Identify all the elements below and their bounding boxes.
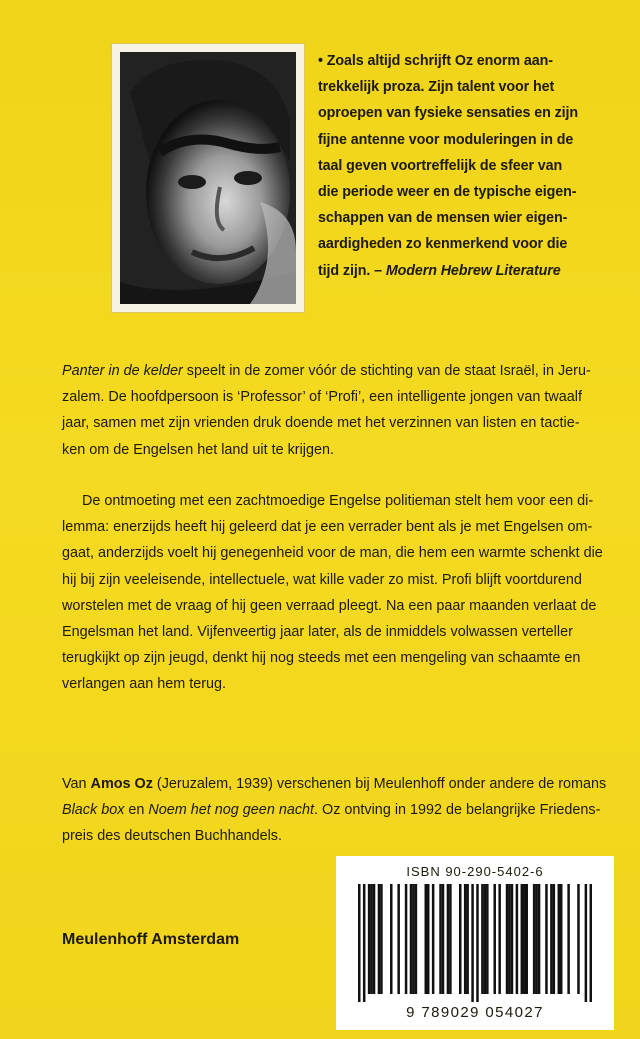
barcode-bar [508, 884, 511, 994]
barcode-bar [486, 884, 489, 994]
ean-number: 9 789029 054027 [406, 1004, 544, 1021]
barcode-bar [397, 884, 400, 994]
barcode-bar [498, 884, 501, 994]
quote-line: taal geven voortreffelijk de sfeer van [318, 157, 563, 174]
barcode-bar [577, 884, 580, 994]
barcode-bar [427, 884, 430, 994]
quote-line: fijne antenne voor moduleringen in de [318, 131, 574, 148]
paragraph-text: speelt in de zomer vóór de stichting van de staat Israël, in Jeru- [182, 363, 591, 379]
author-photo-frame [112, 44, 304, 312]
book-title: Black box [62, 802, 125, 819]
paragraph-text: . Oz ontving in 1992 de belangrijke Friedens- [314, 802, 601, 819]
barcode-bar [447, 884, 450, 994]
barcode-bar [459, 884, 462, 994]
paragraph-text: en [124, 802, 149, 819]
barcode-bar [476, 884, 479, 1002]
quote-line: trekkelijk proza. Zijn talent voor het [318, 79, 555, 96]
barcode-bar [378, 884, 381, 994]
paragraph-line [62, 358, 602, 384]
barcode-bar [464, 884, 467, 994]
barcode-bar [373, 884, 376, 994]
barcode-label [336, 856, 614, 1030]
barcode-bar [533, 884, 536, 994]
paragraph-text: (Jeruzalem, 1939) verschenen bij Meulenhoff onder andere de romans [152, 776, 607, 792]
barcode-bar [484, 884, 487, 994]
paragraph-line: ken om de Engelsen het land uit te krijgen. [62, 441, 334, 458]
barcode-bar [390, 884, 393, 994]
paragraph-line: terugkijkt op zijn jeugd, denkt hij nog steeds met een mengeling van schaamte en [62, 650, 581, 667]
barcode-bar [550, 884, 553, 994]
barcode-bar [405, 884, 408, 994]
barcode-bar [415, 884, 418, 994]
synopsis-paragraph-2 [62, 488, 602, 698]
quote-source: Modern Hebrew Literature [385, 262, 561, 279]
barcode-bar [410, 884, 413, 994]
barcode-bar [553, 884, 556, 994]
publisher-name: Meulenhoff Amsterdam [62, 931, 240, 948]
barcode-bar [538, 884, 541, 994]
barcode-bar [481, 884, 484, 994]
barcode-bar [590, 884, 592, 1002]
book-title: Panter in de kelder [62, 363, 183, 379]
quote-last-line [318, 258, 618, 284]
quote-line: oproepen van fysieke sensaties en zijn [318, 105, 579, 122]
quote-line: die periode weer en de typische eigen- [318, 184, 577, 201]
barcode-bar [380, 884, 383, 994]
paragraph-line: worstelen met de vraag of hij geen verraad pleegt. Na een paar maanden verlaat de [62, 597, 597, 614]
author-photo [120, 52, 296, 304]
barcode-bar [506, 884, 509, 994]
barcode-bar [516, 884, 519, 994]
barcode-bar [412, 884, 415, 994]
barcode-bar [521, 884, 524, 994]
book-title: Noem het nog geen nacht [148, 802, 315, 819]
barcode-bar [466, 884, 469, 994]
barcode-bar [567, 884, 570, 994]
barcode-bar [523, 884, 526, 994]
barcode-bar [368, 884, 371, 994]
author-paragraph [62, 771, 606, 850]
paragraph-line: jaar, samen met zijn vrienden druk doende met het verzinnen van listen en tactie- [62, 415, 580, 432]
paragraph-line: verlangen aan hem terug. [62, 676, 227, 693]
paragraph-line: zalem. De hoofdpersoon is ‘Professor’ of ‘Profi’, een intelligente jongen van twaalf [62, 389, 582, 406]
paragraph-line: hij bij zijn veeleisende, intellectuele, wat kille vader zo mist. Profi blijft voortdurend [62, 571, 582, 588]
barcode-bar [471, 884, 474, 1002]
synopsis-paragraph-1 [62, 358, 602, 463]
paragraph-line: gaat, anderzijds voelt hij genegenheid voor de man, die hem een warmte schenkt die [62, 545, 603, 562]
isbn-number: ISBN 90-290-5402-6 [406, 864, 544, 879]
barcode-bar [545, 884, 548, 994]
barcode-bar [358, 884, 361, 1002]
paragraph-line: preis des deutschen Buchhandels. [62, 828, 283, 845]
quote-line: schappen van de mensen wier eigen- [318, 210, 568, 227]
barcode [358, 884, 592, 1002]
quote-line: aardigheden zo kenmerkend voor die [318, 236, 568, 253]
barcode-bar [558, 884, 561, 994]
barcode-bar [363, 884, 366, 1002]
barcode-bar [432, 884, 435, 994]
paragraph-text: Van [62, 776, 91, 792]
barcode-bar [425, 884, 428, 994]
paragraph-line [62, 771, 606, 797]
barcode-bar [560, 884, 563, 994]
barcode-bar [585, 884, 588, 1002]
paragraph-line: De ontmoeting met een zachtmoedige Engelse politieman stelt hem voor een di- [62, 493, 594, 509]
barcode-bar [442, 884, 445, 994]
barcode-bar [449, 884, 452, 994]
barcode-bar [493, 884, 496, 994]
quote-line: • Zoals altijd schrijft Oz enorm aan- [318, 53, 553, 69]
barcode-bar [370, 884, 373, 994]
barcode-bar [525, 884, 528, 994]
author-name: Amos Oz [90, 776, 153, 792]
barcode-bar [439, 884, 442, 994]
barcode-bar [511, 884, 514, 994]
quote-last-text: tijd zijn. – [318, 262, 386, 279]
paragraph-line: Engelsman het land. Vijfenveertig jaar later, als de inmiddels volwassen verteller [62, 624, 573, 641]
paragraph-line [62, 797, 606, 823]
barcode-bar [535, 884, 538, 994]
review-quote [318, 48, 618, 284]
paragraph-line: lemma: enerzijds heeft hij geleerd dat je een verrader bent als je met Engelsen om- [62, 519, 593, 536]
